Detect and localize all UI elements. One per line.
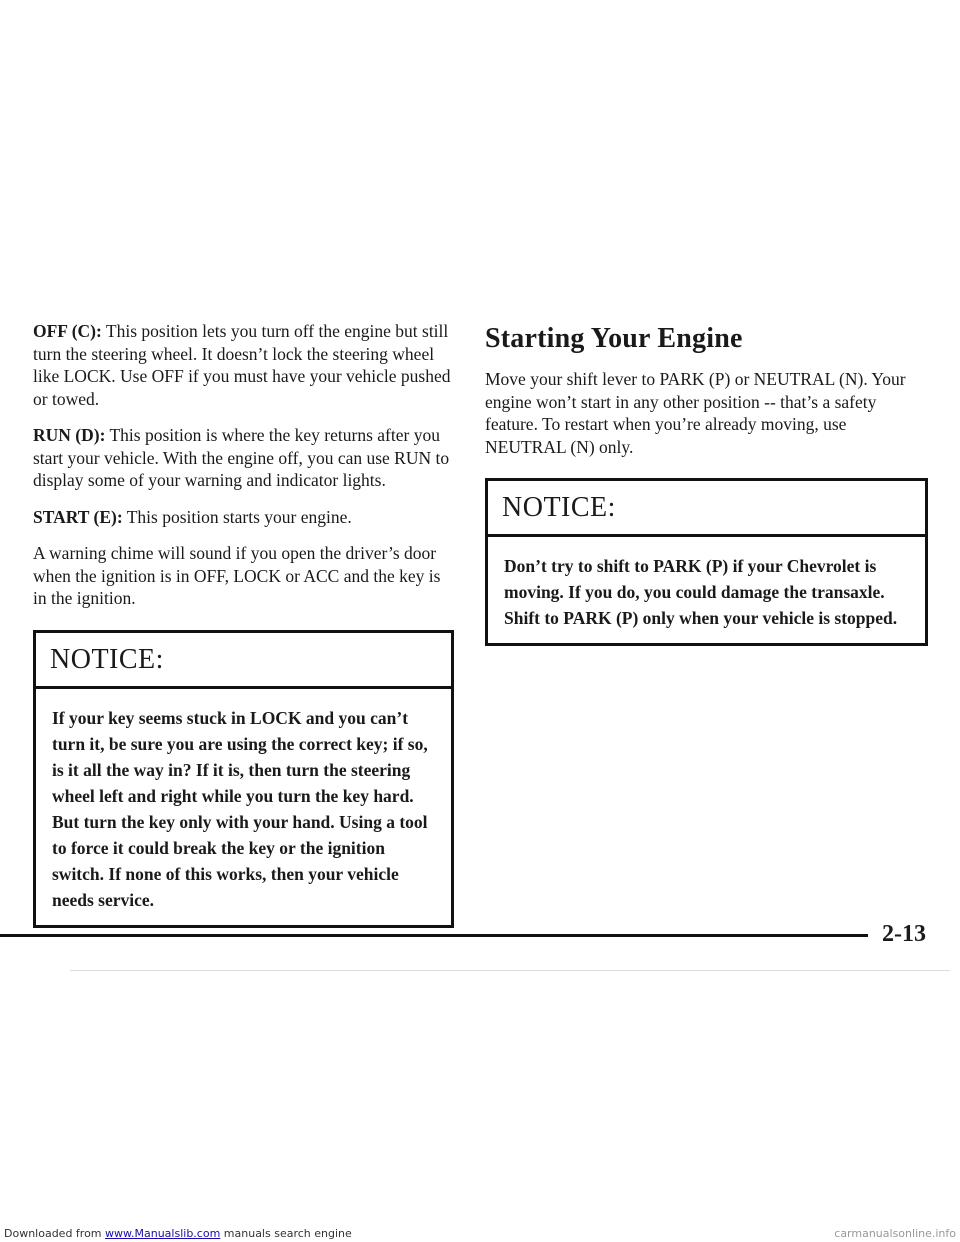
notice-box-park	[485, 478, 928, 646]
paragraph-shift-lever: Move your shift lever to PARK (P) or NEUTRAL (N). Your engine won’t start in any other position -- that’s a safety feature. To restart when you’re already moving, use NEUTRAL (N) only.	[485, 369, 906, 457]
paragraph-start	[33, 506, 453, 529]
notice-body: Don’t try to shift to PARK (P) if your Chevrolet is moving. If you do, you could damage the transaxle. Shift to PARK (P) only when your vehicle is stopped.	[504, 556, 898, 628]
footer-prefix: Downloaded from	[4, 1227, 106, 1240]
faint-divider	[70, 970, 950, 971]
term-start: START (E):	[33, 506, 123, 527]
paragraph-off	[33, 320, 453, 410]
section-heading: Starting Your Engine	[485, 323, 743, 354]
term-run: RUN (D):	[33, 425, 106, 445]
term-off: OFF (C):	[33, 321, 102, 341]
text-run: This position is where the key returns after you start your vehicle. With the engine off, you can use RUN to display some of your warning and indicator lights.	[33, 425, 450, 490]
notice-body: If your key seems stuck in LOCK and you can’t turn it, be sure you are using the correct key; if so, is it all the way in? If it is, then turn the steering wheel left and right while you turn the key hard. But turn the key only with your hand. Using a tool to force it could break the key or the ignition switch. If none of this works, then your vehicle needs service.	[52, 707, 428, 910]
notice-box-key-stuck	[33, 630, 454, 928]
right-column	[485, 322, 930, 646]
download-footer	[0, 1226, 960, 1242]
text-off: This position lets you turn off the engine but still turn the steering wheel. It doesn’t lock the steering wheel like LOCK. Use OFF if you must have your vehicle pushed or towed.	[33, 321, 451, 409]
paragraph-warning-chime	[33, 542, 453, 610]
paragraph-run	[33, 424, 453, 492]
left-column	[33, 320, 453, 928]
text-start: This position starts your engine.	[122, 506, 352, 527]
footer-source	[4, 1227, 352, 1240]
footer-suffix: manuals search engine	[220, 1227, 352, 1240]
notice-title: NOTICE:	[36, 633, 451, 689]
watermark-text: carmanualsonline.info	[834, 1227, 956, 1240]
manualslib-link[interactable]: www.Manualslib.com	[105, 1227, 221, 1240]
notice-title: NOTICE:	[488, 481, 925, 537]
text-warning-chime: A warning chime will sound if you open the driver’s door when the ignition is in OFF, LOCK or ACC and the key is in the ignition.	[33, 543, 441, 608]
footer-rule	[0, 934, 868, 937]
page-number: 2-13	[882, 921, 926, 947]
